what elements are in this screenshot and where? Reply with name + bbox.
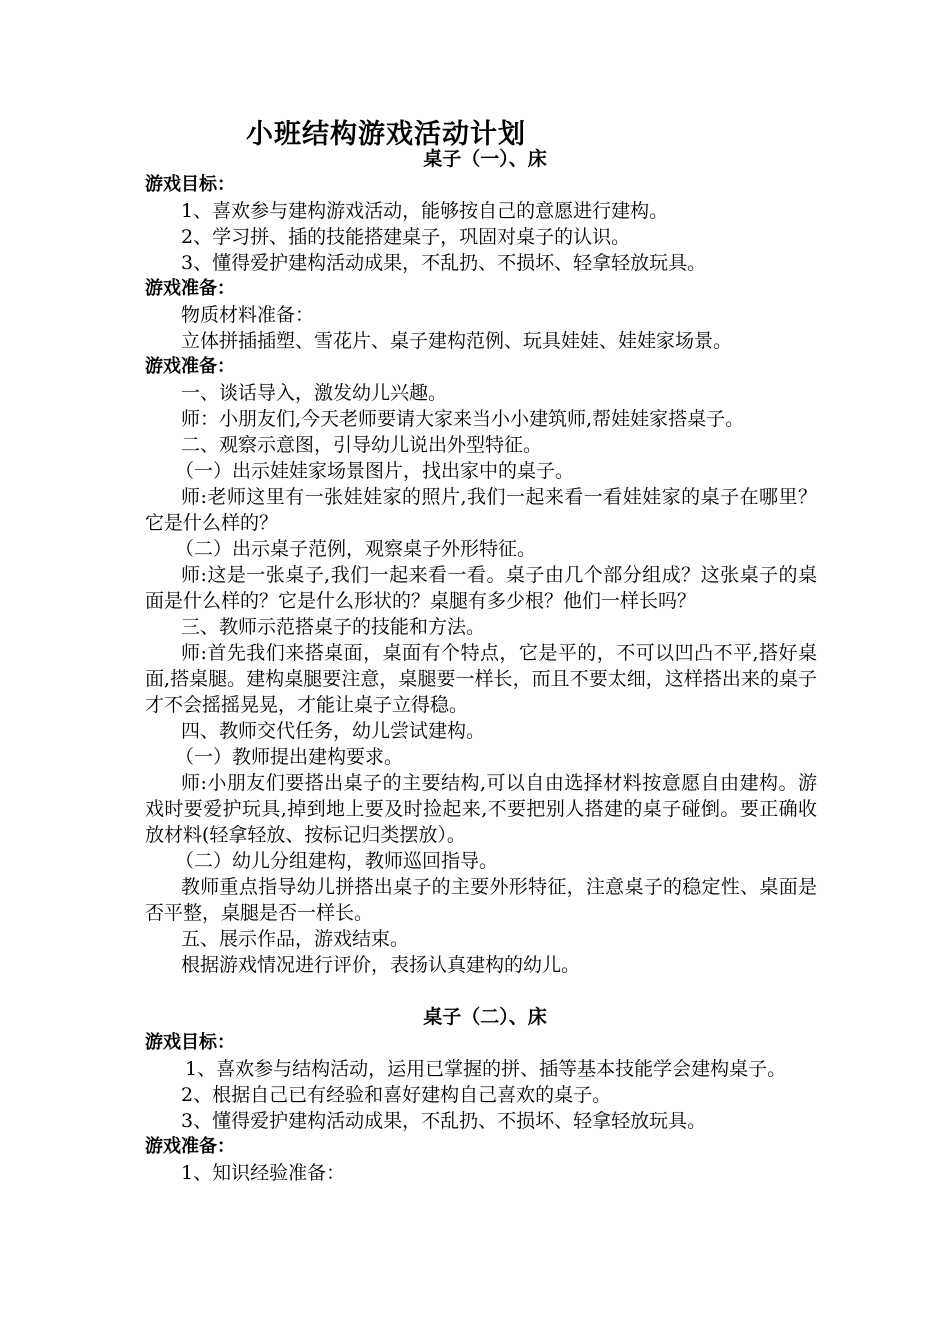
process-step: 一、谈话导入，激发幼儿兴趣。 bbox=[181, 382, 448, 404]
section-2-goal: 2、根据自己已有经验和喜好建构自己喜欢的桌子。 bbox=[181, 1084, 612, 1106]
section-1-prep-heading: 游戏准备： bbox=[145, 278, 235, 299]
teacher-speech: 师:这是一张桌子,我们一起来看一看。桌子由几个部分组成？这张桌子的桌面是什么样的？它是什么形状的？桌腿有多少根？他们一样长吗？ bbox=[145, 564, 817, 612]
process-step: 五、展示作品，游戏结束。 bbox=[181, 928, 410, 950]
process-step: 二、观察示意图，引导幼儿说出外型特征。 bbox=[181, 434, 543, 456]
section-2-goal: 1、喜欢参与结构活动，运用已掌握的拼、插等基本技能学会建构桌子。 bbox=[185, 1058, 787, 1080]
section-1-goal: 2、学习拼、插的技能搭建桌子，巩固对桌子的认识。 bbox=[181, 226, 631, 248]
section-1-process-heading: 游戏准备： bbox=[145, 356, 235, 377]
section-1-goal: 1、喜欢参与建构游戏活动，能够按自己的意愿进行建构。 bbox=[181, 200, 669, 222]
section-spacer bbox=[145, 978, 817, 1004]
section-1-title: 桌子（一）、床 bbox=[423, 148, 547, 170]
section-2-prep-item: 1、知识经验准备： bbox=[181, 1162, 346, 1184]
section-1-prep-item: 立体拼插插塑、雪花片、桌子建构范例、玩具娃娃、娃娃家场景。 bbox=[181, 330, 733, 352]
process-substep: （一）出示娃娃家场景图片，找出家中的桌子。 bbox=[175, 460, 575, 482]
process-step: 四、教师交代任务，幼儿尝试建构。 bbox=[181, 720, 486, 742]
process-note: 教师重点指导幼儿拼搭出桌子的主要外形特征，注意桌子的稳定性、桌面是否平整，桌腿是否一样长。 bbox=[145, 876, 817, 924]
process-substep: （一）教师提出建构要求。 bbox=[175, 746, 404, 768]
process-substep: （二）幼儿分组建构，教师巡回指导。 bbox=[175, 850, 499, 872]
section-2-goal: 3、懂得爱护建构活动成果，不乱扔、不损坏、轻拿轻放玩具。 bbox=[181, 1110, 707, 1132]
teacher-speech: 师：小朋友们,今天老师要请大家来当小小建筑师,帮娃娃家搭桌子。 bbox=[181, 408, 745, 430]
section-1-prep-item: 物质材料准备： bbox=[181, 304, 315, 326]
process-note: 根据游戏情况进行评价，表扬认真建构的幼儿。 bbox=[181, 954, 581, 976]
document-body bbox=[145, 146, 817, 1186]
section-1-goal: 3、懂得爱护建构活动成果，不乱扔、不损坏、轻拿轻放玩具。 bbox=[181, 252, 707, 274]
document-title: 小班结构游戏活动计划 bbox=[246, 119, 526, 150]
teacher-speech: 师:首先我们来搭桌面，桌面有个特点，它是平的，不可以凹凸不平,搭好桌面,搭桌腿。建构桌腿要注意，桌腿要一样长，而且不要太细，这样搭出来的桌子才不会摇摇晃晃，才能让桌子立得稳。 bbox=[145, 642, 817, 716]
section-2-goals-heading: 游戏目标： bbox=[145, 1032, 235, 1053]
section-1-goals-heading: 游戏目标： bbox=[145, 174, 235, 195]
teacher-speech: 师:老师这里有一张娃娃家的照片,我们一起来看一看娃娃家的桌子在哪里？它是什么样的？ bbox=[145, 486, 817, 534]
section-2-title: 桌子（二）、床 bbox=[423, 1006, 547, 1028]
process-step: 三、教师示范搭桌子的技能和方法。 bbox=[181, 616, 486, 638]
process-substep: （二）出示桌子范例，观察桌子外形特征。 bbox=[175, 538, 537, 560]
section-2-prep-heading: 游戏准备： bbox=[145, 1136, 235, 1157]
teacher-speech: 师:小朋友们要搭出桌子的主要结构,可以自由选择材料按意愿自由建构。游戏时要爱护玩具,掉到地上要及时捡起来,不要把别人搭建的桌子碰倒。要正确收放材料(轻拿轻放、按标记归类摆放）。 bbox=[145, 772, 817, 846]
